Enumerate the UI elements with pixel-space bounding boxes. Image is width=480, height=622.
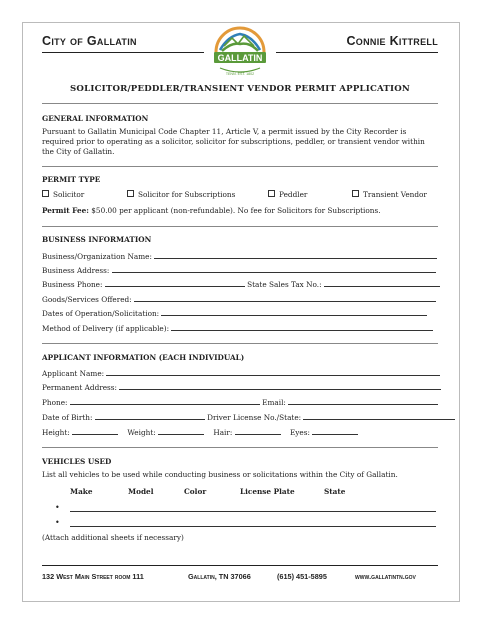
permit-fee: Permit Fee: $50.00 per applicant (non-refundable). No fee for Solicitors for Subscriptions. [42,206,381,215]
checkbox-solicitor-subscriptions[interactable]: Solicitor for Subscriptions [127,190,235,199]
gallatin-logo [208,24,272,80]
checkbox-solicitor[interactable]: Solicitor [42,190,84,199]
applicant-name-row[interactable]: Applicant Name: [42,368,440,378]
column-model: Model [128,487,154,496]
divider [42,166,438,167]
divider [42,447,438,448]
business-phone-row[interactable]: Business Phone: State Sales Tax No.: [42,279,440,289]
vehicle-row[interactable] [70,519,436,529]
footer-website[interactable]: www.gallatintn.gov [355,572,416,581]
column-state: State [324,487,346,496]
attach-note: (Attach additional sheets if necessary) [42,533,184,542]
column-color: Color [184,487,207,496]
header-city: City of Gallatin [42,34,137,48]
column-make: Make [70,487,93,496]
permanent-address-row[interactable]: Permanent Address: [42,382,441,392]
goods-services-row[interactable]: Goods/Services Offered: [42,294,436,304]
logo-tagline: TENN. EST. 1802 [225,72,255,76]
physical-description-row[interactable]: Height: Weight: Hair: Eyes: [42,427,358,437]
dob-license-row[interactable]: Date of Birth: Driver License No./State: [42,412,455,422]
vehicles-body: List all vehicles to be used while conducting business or solicitations within the City of Gallatin. [42,470,398,479]
checkbox-transient-vendor[interactable]: Transient Vendor [352,190,427,199]
header-recorder: Connie Kittrell [346,34,438,48]
footer-city: Gallatin, TN 37066 [188,572,251,581]
footer-phone: (615) 451-5895 [277,572,327,581]
business-address-row[interactable]: Business Address: [42,265,436,275]
column-license-plate: License Plate [240,487,295,496]
business-name-row[interactable]: Business/Organization Name: [42,251,437,261]
general-body: Pursuant to Gallatin Municipal Code Chapter 11, Article V, a permit issued by the City Recorder is required prior to operating as a solicitor, solicitor for subscriptions, peddler, or transient vendor within the City of Gallatin. [42,127,425,156]
divider [42,343,438,344]
general-heading: GENERAL INFORMATION [42,114,149,123]
form-title: SOLICITOR/PEDDLER/TRANSIENT VENDOR PERMIT APPLICATION [70,84,410,94]
business-heading: BUSINESS INFORMATION [42,235,152,244]
checkbox-peddler[interactable]: Peddler [268,190,307,199]
footer-address: 132 West Main Street room 111 [42,572,144,581]
phone-email-row[interactable]: Phone: Email: [42,397,438,407]
bullet-icon: • [55,503,60,512]
divider [42,226,438,227]
vehicle-row[interactable] [70,504,436,514]
footer-rule [42,565,438,566]
dates-operation-row[interactable]: Dates of Operation/Solicitation: [42,308,427,318]
applicant-heading: APPLICANT INFORMATION (EACH INDIVIDUAL) [42,353,245,362]
delivery-method-row[interactable]: Method of Delivery (if applicable): [42,323,433,333]
divider [42,103,438,104]
header-rule-right [276,52,438,53]
logo-wordmark: GALLATIN [217,53,263,63]
permit-heading: PERMIT TYPE [42,175,101,184]
bullet-icon: • [55,518,60,527]
vehicles-heading: VEHICLES USED [42,457,112,466]
header-rule-left [42,52,204,53]
